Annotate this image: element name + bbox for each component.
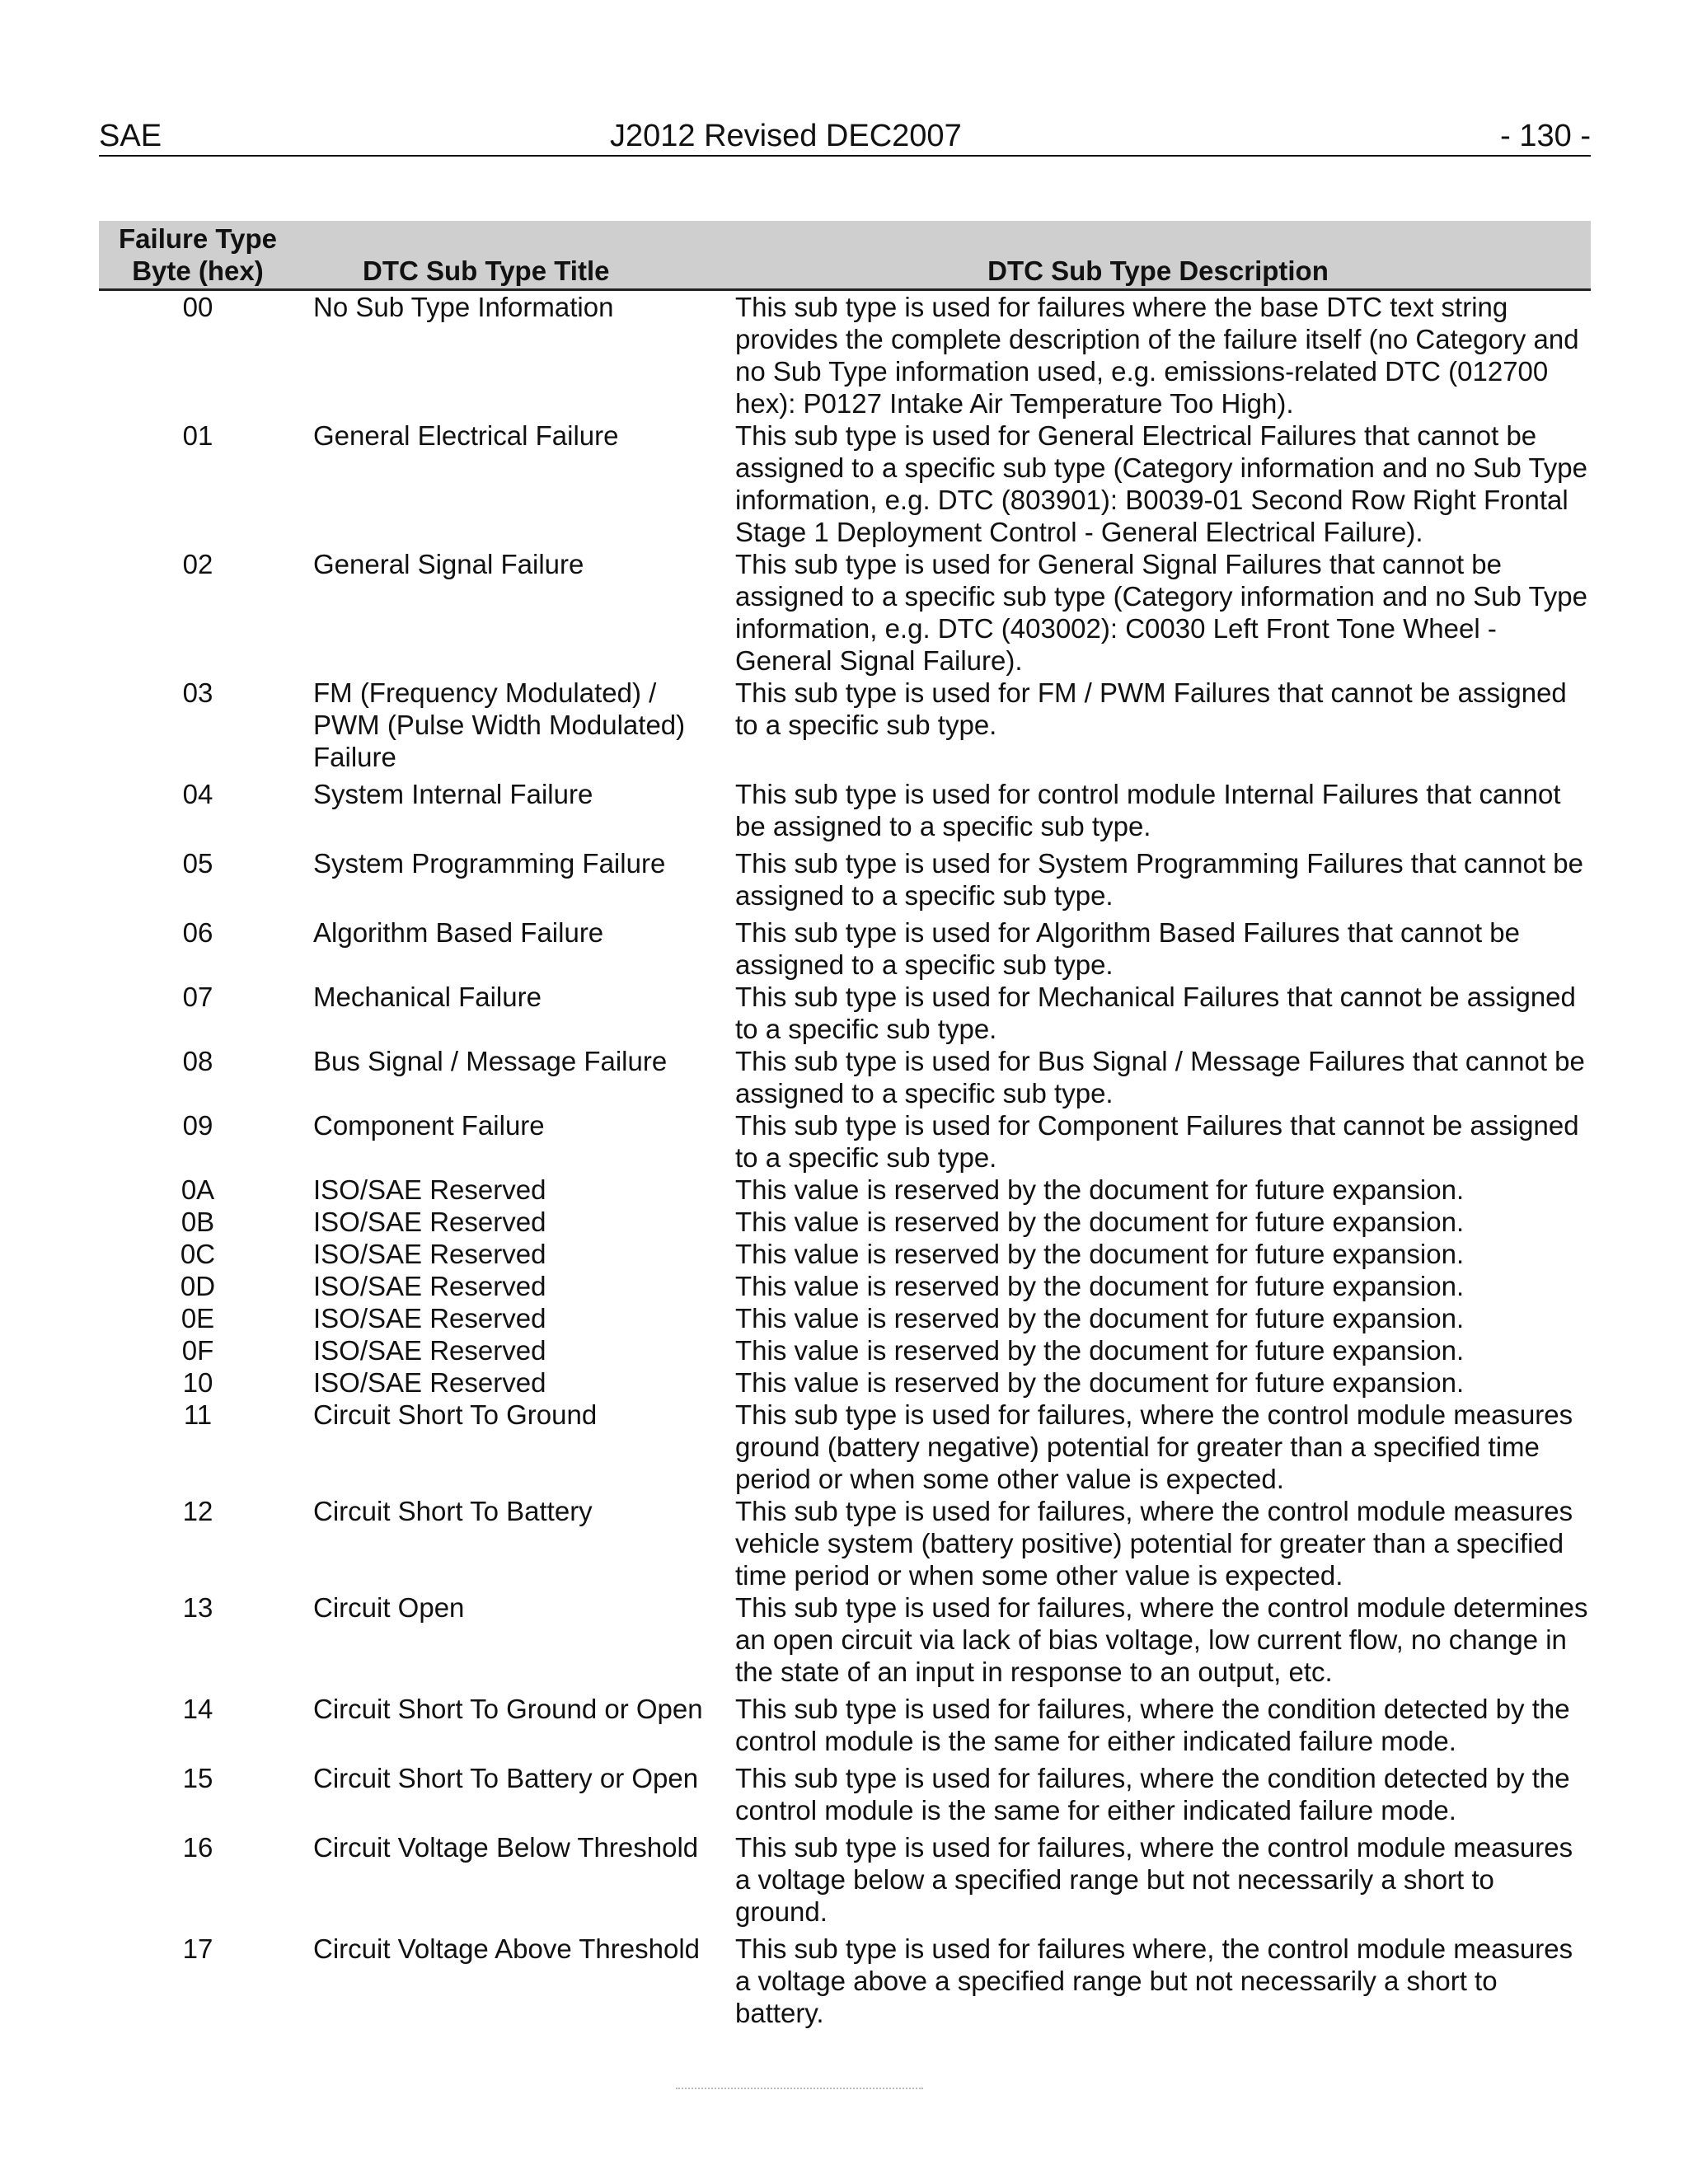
failure-type-code: 0D xyxy=(180,1271,216,1301)
table-header-row xyxy=(99,221,1591,290)
table-row xyxy=(99,1831,1591,1933)
table-row xyxy=(99,1495,1591,1591)
table-row xyxy=(99,1206,1591,1238)
column-header-description xyxy=(725,221,1591,290)
failure-type-code: 01 xyxy=(182,420,213,451)
sub-type-title: System Programming Failure xyxy=(313,848,666,879)
table-row xyxy=(99,548,1591,677)
table-row xyxy=(99,1762,1591,1831)
failure-type-code: 0A xyxy=(181,1174,215,1205)
sub-type-description: This sub type is used for failures, where the control module measures vehicle system (battery positive) potential for greater than a specified time period or when some other value is expected. xyxy=(735,1496,1573,1591)
failure-type-code: 09 xyxy=(182,1110,213,1141)
sub-type-title: ISO/SAE Reserved xyxy=(313,1335,546,1366)
column-header-failure-type xyxy=(99,221,297,290)
column-header-title-text: DTC Sub Type Title xyxy=(363,255,610,286)
failure-type-code: 13 xyxy=(182,1592,213,1623)
sub-type-description: This sub type is used for FM / PWM Failures that cannot be assigned to a specific sub type. xyxy=(735,677,1567,740)
table-row xyxy=(99,419,1591,548)
sub-type-description: This sub type is used for control module Internal Failures that cannot be assigned to a specific sub type. xyxy=(735,779,1561,841)
table-row xyxy=(99,1302,1591,1334)
sub-type-title: Algorithm Based Failure xyxy=(313,917,604,948)
table-row xyxy=(99,1238,1591,1270)
sub-type-description: This sub type is used for Bus Signal / Message Failures that cannot be assigned to a specific sub type. xyxy=(735,1046,1585,1108)
sub-type-description: This sub type is used for failures where, the control module measures a voltage above a specified range but not necessarily a short to battery. xyxy=(735,1933,1573,2028)
sub-type-description: This value is reserved by the document for future expansion. xyxy=(735,1271,1465,1301)
sub-type-title: Circuit Short To Ground or Open xyxy=(313,1694,703,1724)
table-row xyxy=(99,1109,1591,1174)
footer-mark xyxy=(676,2088,923,2093)
sub-type-title: Bus Signal / Message Failure xyxy=(313,1046,668,1076)
table-row xyxy=(99,677,1591,778)
sub-type-title: Circuit Short To Battery or Open xyxy=(313,1763,699,1793)
column-header-failure-type-line1: Failure Type xyxy=(119,223,277,254)
sub-type-title: Circuit Voltage Below Threshold xyxy=(313,1832,699,1863)
sub-type-description: This value is reserved by the document for future expansion. xyxy=(735,1174,1465,1205)
failure-type-code: 16 xyxy=(182,1832,213,1863)
sub-type-title: FM (Frequency Modulated) / PWM (Pulse Width Modulated) Failure xyxy=(313,677,686,772)
sub-type-title: ISO/SAE Reserved xyxy=(313,1174,546,1205)
failure-type-code: 14 xyxy=(182,1694,213,1724)
column-header-title xyxy=(297,221,725,290)
failure-type-code: 07 xyxy=(182,982,213,1012)
column-header-failure-type-line2: Byte (hex) xyxy=(132,255,264,286)
table-row xyxy=(99,1270,1591,1302)
sub-type-title: System Internal Failure xyxy=(313,779,593,809)
table-row xyxy=(99,778,1591,847)
failure-type-code: 00 xyxy=(182,292,213,322)
sub-type-title: Component Failure xyxy=(313,1110,545,1141)
sub-type-title: ISO/SAE Reserved xyxy=(313,1303,546,1333)
failure-type-code: 0F xyxy=(181,1335,214,1366)
header-document-id: J2012 Revised DEC2007 xyxy=(610,119,962,153)
sub-type-description: This value is reserved by the document for future expansion. xyxy=(735,1335,1465,1366)
sub-type-description: This sub type is used for Component Failures that cannot be assigned to a specific sub type. xyxy=(735,1110,1579,1173)
page-header xyxy=(99,117,1591,157)
table-row xyxy=(99,847,1591,916)
sub-type-description: This value is reserved by the document for future expansion. xyxy=(735,1207,1465,1237)
sub-type-description: This sub type is used for Algorithm Based Failures that cannot be assigned to a specific sub type. xyxy=(735,917,1521,980)
table-row xyxy=(99,1045,1591,1109)
failure-type-code: 06 xyxy=(182,917,213,948)
failure-type-code: 05 xyxy=(182,848,213,879)
sub-type-description: This sub type is used for General Signal Failures that cannot be assigned to a specific sub type (Category information and no Sub Type information, e.g. DTC (403002): C0030 Left Front Tone Wheel - General Signal Failure). xyxy=(735,549,1588,676)
sub-type-title: No Sub Type Information xyxy=(313,292,614,322)
table-row xyxy=(99,1366,1591,1399)
table-row xyxy=(99,1399,1591,1495)
table-row xyxy=(99,1174,1591,1206)
failure-type-code: 0B xyxy=(181,1207,215,1237)
table-row xyxy=(99,916,1591,981)
failure-type-code: 10 xyxy=(182,1367,213,1398)
sub-type-description: This sub type is used for failures, where the control module determines an open circuit via lack of bias voltage, low current flow, no change in the state of an input in response to an output, etc. xyxy=(735,1592,1588,1687)
failure-type-code: 11 xyxy=(183,1399,213,1430)
header-page-number: - 130 - xyxy=(1500,119,1591,153)
failure-type-code: 02 xyxy=(182,549,213,579)
sub-type-title: ISO/SAE Reserved xyxy=(313,1367,546,1398)
sub-type-title: ISO/SAE Reserved xyxy=(313,1239,546,1269)
table-row xyxy=(99,1334,1591,1366)
table-row xyxy=(99,1693,1591,1762)
column-header-description-text: DTC Sub Type Description xyxy=(987,255,1329,286)
sub-type-description: This sub type is used for failures, where the condition detected by the control module is the same for either indicated failure mode. xyxy=(735,1694,1570,1756)
sub-type-title: General Signal Failure xyxy=(313,549,584,579)
sub-type-title: Circuit Short To Battery xyxy=(313,1496,593,1526)
sub-type-description: This sub type is used for Mechanical Failures that cannot be assigned to a specific sub type. xyxy=(735,982,1576,1044)
sub-type-description: This value is reserved by the document for future expansion. xyxy=(735,1239,1465,1269)
sub-type-title: ISO/SAE Reserved xyxy=(313,1271,546,1301)
failure-type-code: 04 xyxy=(182,779,213,809)
failure-type-code: 15 xyxy=(182,1763,213,1793)
failure-type-code: 12 xyxy=(182,1496,213,1526)
dtc-sub-type-table xyxy=(99,221,1591,2029)
sub-type-description: This value is reserved by the document for future expansion. xyxy=(735,1303,1465,1333)
sub-type-description: This sub type is used for failures, where the condition detected by the control module is the same for either indicated failure mode. xyxy=(735,1763,1570,1825)
sub-type-description: This sub type is used for failures, where the control module measures a voltage below a specified range but not necessarily a short to ground. xyxy=(735,1832,1573,1927)
sub-type-title: Circuit Short To Ground xyxy=(313,1399,598,1430)
sub-type-description: This sub type is used for System Programming Failures that cannot be assigned to a specific sub type. xyxy=(735,848,1583,911)
sub-type-description: This sub type is used for failures, where the control module measures ground (battery negative) potential for greater than a specified time period or when some other value is expected. xyxy=(735,1399,1573,1494)
table-row xyxy=(99,290,1591,420)
sub-type-description: This sub type is used for General Electrical Failures that cannot be assigned to a specific sub type (Category information and no Sub Type information, e.g. DTC (803901): B0039-01 Second Row Right Frontal Stage 1 Deployment Control - General Electrical Failure). xyxy=(735,420,1588,547)
failure-type-code: 0C xyxy=(180,1239,216,1269)
failure-type-code: 17 xyxy=(182,1933,213,1964)
table-row xyxy=(99,1933,1591,2029)
sub-type-title: Mechanical Failure xyxy=(313,982,542,1012)
table-row xyxy=(99,981,1591,1045)
sub-type-title: ISO/SAE Reserved xyxy=(313,1207,546,1237)
table-row xyxy=(99,1591,1591,1693)
sub-type-description: This sub type is used for failures where the base DTC text string provides the complete description of the failure itself (no Category and no Sub Type information used, e.g. emissions-related DTC (012700 hex): P0127 Intake Air Temperature Too High). xyxy=(735,292,1579,419)
sub-type-title: General Electrical Failure xyxy=(313,420,619,451)
failure-type-code: 03 xyxy=(182,677,213,708)
sub-type-title: Circuit Open xyxy=(313,1592,465,1623)
sub-type-description: This value is reserved by the document for future expansion. xyxy=(735,1367,1465,1398)
failure-type-code: 08 xyxy=(182,1046,213,1076)
header-org: SAE xyxy=(99,119,162,153)
failure-type-code: 0E xyxy=(181,1303,215,1333)
sub-type-title: Circuit Voltage Above Threshold xyxy=(313,1933,701,1964)
